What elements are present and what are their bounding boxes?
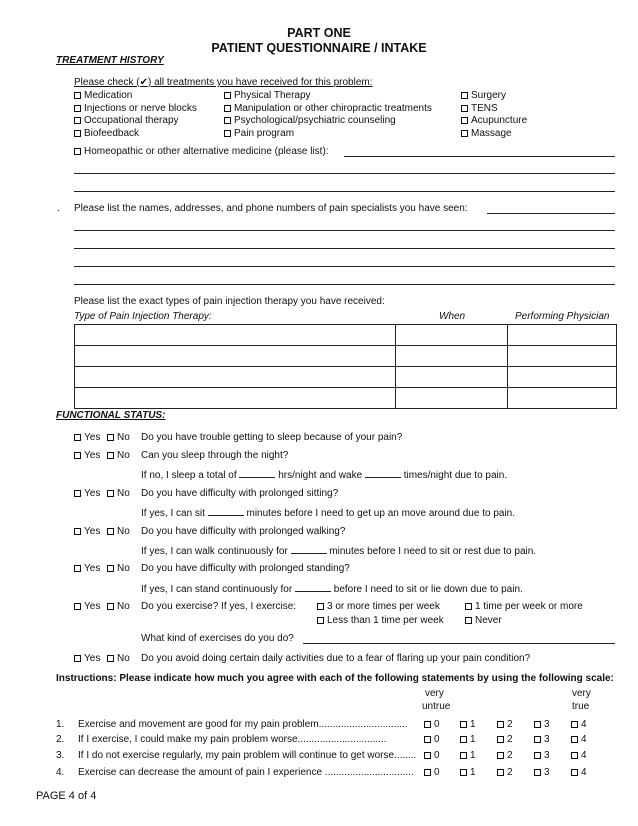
- table-cell[interactable]: [75, 367, 396, 388]
- treatment-option[interactable]: Occupational therapy: [74, 115, 197, 128]
- item-text: Exercise and movement are good for my pain problem................................: [78, 719, 408, 730]
- scale-option[interactable]: 0: [424, 719, 440, 730]
- treatment-option[interactable]: TENS: [461, 103, 527, 116]
- checkbox[interactable]: [74, 490, 81, 497]
- scale-right-label-2: true: [572, 701, 590, 712]
- answer-blank[interactable]: [365, 468, 401, 478]
- checkbox[interactable]: [74, 434, 81, 441]
- treatment-col2: [224, 90, 432, 140]
- item-text: If I exercise, I could make my pain problem worse................................: [78, 734, 387, 745]
- checkbox[interactable]: [107, 434, 114, 441]
- checkbox[interactable]: [317, 617, 324, 624]
- homeopathic-option[interactable]: Homeopathic or other alternative medicine (please list):: [74, 146, 329, 157]
- specialists-bullet: .: [57, 203, 60, 214]
- q4-no[interactable]: No: [107, 526, 130, 537]
- checkbox[interactable]: [74, 603, 81, 610]
- item-text: Exercise can decrease the amount of pain I experience ................................: [78, 767, 414, 778]
- q7-text: Do you avoid doing certain daily activities due to a fear of flaring up your pain condition?: [141, 653, 531, 664]
- checkbox[interactable]: [534, 752, 541, 759]
- checkbox[interactable]: [74, 452, 81, 459]
- q4-followup: If yes, I can walk continuously for minutes before I need to sit or rest due to pain.: [141, 546, 537, 557]
- q5-text: Do you have difficulty with prolonged standing?: [141, 563, 350, 574]
- answer-line[interactable]: [74, 284, 615, 285]
- q3-text: Do you have difficulty with prolonged sitting?: [141, 488, 339, 499]
- item-text: If I do not exercise regularly, my pain problem will continue to get worse........: [78, 750, 417, 761]
- q1-yes[interactable]: Yes: [74, 432, 100, 443]
- q6-option[interactable]: 3 or more times per week: [317, 601, 440, 612]
- checkbox[interactable]: [534, 736, 541, 743]
- treatment-col3: [461, 90, 527, 140]
- answer-blank[interactable]: [291, 544, 327, 554]
- scale-instructions: Instructions: Please indicate how much you agree with each of the following statements by using the following scale:: [56, 673, 614, 684]
- answer-line[interactable]: [74, 248, 615, 249]
- answer-blank[interactable]: [239, 468, 275, 478]
- checkbox[interactable]: [424, 752, 431, 759]
- q5-yes[interactable]: Yes: [74, 563, 100, 574]
- functional-status-heading: FUNCTIONAL STATUS:: [56, 410, 166, 421]
- checkbox[interactable]: [107, 603, 114, 610]
- checkbox[interactable]: [571, 736, 578, 743]
- q6-option[interactable]: Less than 1 time per week: [317, 615, 444, 626]
- answer-blank[interactable]: [295, 582, 331, 592]
- table-cell[interactable]: [396, 346, 508, 367]
- table-cell[interactable]: [508, 346, 617, 367]
- scale-option[interactable]: 3: [534, 734, 550, 745]
- answer-line[interactable]: [487, 213, 615, 214]
- q6-option[interactable]: Never: [465, 615, 502, 626]
- q3-yes[interactable]: Yes: [74, 488, 100, 499]
- scale-left-label-1: very: [425, 688, 444, 699]
- table-cell[interactable]: [396, 325, 508, 346]
- checkbox[interactable]: [571, 769, 578, 776]
- table-cell[interactable]: [75, 346, 396, 367]
- table-cell[interactable]: [396, 367, 508, 388]
- q3-followup: If yes, I can sit minutes before I need to get up an move around due to pain.: [141, 508, 516, 519]
- treatment-col1: [74, 90, 197, 140]
- q7-yes[interactable]: Yes: [74, 653, 100, 664]
- q6-followup: What kind of exercises do you do?: [141, 633, 294, 644]
- q2-yes[interactable]: Yes: [74, 450, 100, 461]
- table-cell[interactable]: [508, 367, 617, 388]
- treatment-option[interactable]: Massage: [461, 128, 527, 141]
- scale-option[interactable]: 1: [460, 734, 476, 745]
- q7-no[interactable]: No: [107, 653, 130, 664]
- checkbox[interactable]: [534, 769, 541, 776]
- checkbox[interactable]: [460, 752, 467, 759]
- table-row: [75, 367, 617, 388]
- checkbox[interactable]: [74, 565, 81, 572]
- checkbox[interactable]: [317, 603, 324, 610]
- treatment-option[interactable]: Pain program: [224, 128, 432, 141]
- treatment-option[interactable]: Medication: [74, 90, 197, 103]
- injection-table: [74, 324, 617, 409]
- checkbox[interactable]: [424, 769, 431, 776]
- q2-followup: If no, I sleep a total of hrs/night and wake times/night due to pain.: [141, 470, 508, 481]
- table-cell[interactable]: [75, 388, 396, 409]
- checkbox[interactable]: [74, 528, 81, 535]
- checkbox[interactable]: [424, 721, 431, 728]
- table-cell[interactable]: [508, 388, 617, 409]
- table-cell[interactable]: [75, 325, 396, 346]
- q5-no[interactable]: No: [107, 563, 130, 574]
- checkbox[interactable]: [224, 130, 231, 137]
- scale-option[interactable]: 4: [571, 767, 587, 778]
- treatment-history-heading: TREATMENT HISTORY: [56, 55, 164, 66]
- checkbox[interactable]: [107, 528, 114, 535]
- scale-left-label-2: untrue: [422, 701, 451, 712]
- checkbox[interactable]: [460, 769, 467, 776]
- checkbox[interactable]: [74, 130, 81, 137]
- scale-option[interactable]: 2: [497, 719, 513, 730]
- q6-text: Do you exercise? If yes, I exercise:: [141, 601, 297, 612]
- part-heading: PART ONE: [287, 26, 351, 40]
- q6-option[interactable]: 1 time per week or more: [465, 601, 583, 612]
- checkbox[interactable]: [460, 736, 467, 743]
- specialists-prompt: Please list the names, addresses, and phone numbers of pain specialists you have seen:: [74, 203, 468, 214]
- checkbox[interactable]: [497, 736, 504, 743]
- item-number: 1.: [56, 719, 65, 730]
- item-number: 3.: [56, 750, 65, 761]
- q1-text: Do you have trouble getting to sleep because of your pain?: [141, 432, 403, 443]
- injection-physician-header: Performing Physician: [515, 311, 610, 322]
- scale-option[interactable]: 3: [534, 750, 550, 761]
- scale-option[interactable]: 0: [424, 750, 440, 761]
- checkbox[interactable]: [465, 617, 472, 624]
- checkbox[interactable]: [424, 736, 431, 743]
- scale-option[interactable]: 2: [497, 734, 513, 745]
- table-cell[interactable]: [396, 388, 508, 409]
- answer-line[interactable]: [74, 266, 615, 267]
- answer-line[interactable]: [74, 173, 615, 174]
- checkbox[interactable]: [571, 721, 578, 728]
- checkbox[interactable]: [461, 117, 468, 124]
- page-number: PAGE 4 of 4: [36, 790, 97, 802]
- table-row: [75, 346, 617, 367]
- checkbox[interactable]: [461, 130, 468, 137]
- checkbox[interactable]: [74, 117, 81, 124]
- treatment-option[interactable]: Injections or nerve blocks: [74, 103, 197, 116]
- checkbox[interactable]: [460, 721, 467, 728]
- checkbox[interactable]: [497, 721, 504, 728]
- q4-yes[interactable]: Yes: [74, 526, 100, 537]
- answer-line[interactable]: [74, 230, 615, 231]
- answer-line[interactable]: [303, 643, 615, 644]
- q2-text: Can you sleep through the night?: [141, 450, 289, 461]
- q6-no[interactable]: No: [107, 601, 130, 612]
- treatment-option[interactable]: Manipulation or other chiropractic treatments: [224, 103, 432, 116]
- treatment-instruction: Please check (✔) all treatments you have received for this problem:: [74, 77, 373, 88]
- scale-option[interactable]: 1: [460, 767, 476, 778]
- checkbox[interactable]: [224, 117, 231, 124]
- scale-option[interactable]: 0: [424, 734, 440, 745]
- treatment-option[interactable]: Biofeedback: [74, 128, 197, 141]
- checkbox[interactable]: [107, 655, 114, 662]
- scale-option[interactable]: 4: [571, 750, 587, 761]
- page-title: PATIENT QUESTIONNAIRE / INTAKE: [211, 41, 427, 55]
- checkbox[interactable]: [497, 752, 504, 759]
- injection-prompt: Please list the exact types of pain injection therapy you have received:: [74, 296, 385, 307]
- answer-line[interactable]: [344, 156, 615, 157]
- q5-followup: If yes, I can stand continuously for before I need to sit or lie down due to pain.: [141, 584, 523, 595]
- checkbox[interactable]: [224, 92, 231, 99]
- checkbox[interactable]: [74, 105, 81, 112]
- scale-option[interactable]: 2: [497, 767, 513, 778]
- answer-blank[interactable]: [208, 506, 244, 516]
- treatment-option[interactable]: Psychological/psychiatric counseling: [224, 115, 432, 128]
- injection-when-header: When: [439, 311, 466, 322]
- checkbox[interactable]: [107, 565, 114, 572]
- checkbox[interactable]: [461, 92, 468, 99]
- table-row: [75, 325, 617, 346]
- treatment-option[interactable]: Surgery: [461, 90, 527, 103]
- item-number: 4.: [56, 767, 65, 778]
- scale-option[interactable]: 0: [424, 767, 440, 778]
- q4-text: Do you have difficulty with prolonged walking?: [141, 526, 346, 537]
- treatment-option[interactable]: Physical Therapy: [224, 90, 432, 103]
- checkbox[interactable]: [74, 148, 81, 155]
- scale-option[interactable]: 4: [571, 719, 587, 730]
- checkbox[interactable]: [74, 92, 81, 99]
- checkbox[interactable]: [74, 655, 81, 662]
- q6-yes[interactable]: Yes: [74, 601, 100, 612]
- scale-option[interactable]: 3: [534, 767, 550, 778]
- scale-option[interactable]: 1: [460, 750, 476, 761]
- q3-no[interactable]: No: [107, 488, 130, 499]
- checkbox[interactable]: [465, 603, 472, 610]
- table-row: [75, 388, 617, 409]
- scale-option[interactable]: 2: [497, 750, 513, 761]
- checkbox[interactable]: [534, 721, 541, 728]
- checkbox[interactable]: [107, 490, 114, 497]
- injection-type-header: Type of Pain Injection Therapy:: [74, 311, 212, 322]
- checkbox[interactable]: [107, 452, 114, 459]
- checkbox[interactable]: [461, 105, 468, 112]
- table-cell[interactable]: [508, 325, 617, 346]
- scale-option[interactable]: 3: [534, 719, 550, 730]
- treatment-option[interactable]: Acupuncture: [461, 115, 527, 128]
- scale-option[interactable]: 4: [571, 734, 587, 745]
- item-number: 2.: [56, 734, 65, 745]
- scale-option[interactable]: 1: [460, 719, 476, 730]
- scale-right-label-1: very: [572, 688, 591, 699]
- q2-no[interactable]: No: [107, 450, 130, 461]
- checkbox[interactable]: [224, 105, 231, 112]
- answer-line[interactable]: [74, 191, 615, 192]
- checkbox[interactable]: [497, 769, 504, 776]
- checkbox[interactable]: [571, 752, 578, 759]
- q1-no[interactable]: No: [107, 432, 130, 443]
